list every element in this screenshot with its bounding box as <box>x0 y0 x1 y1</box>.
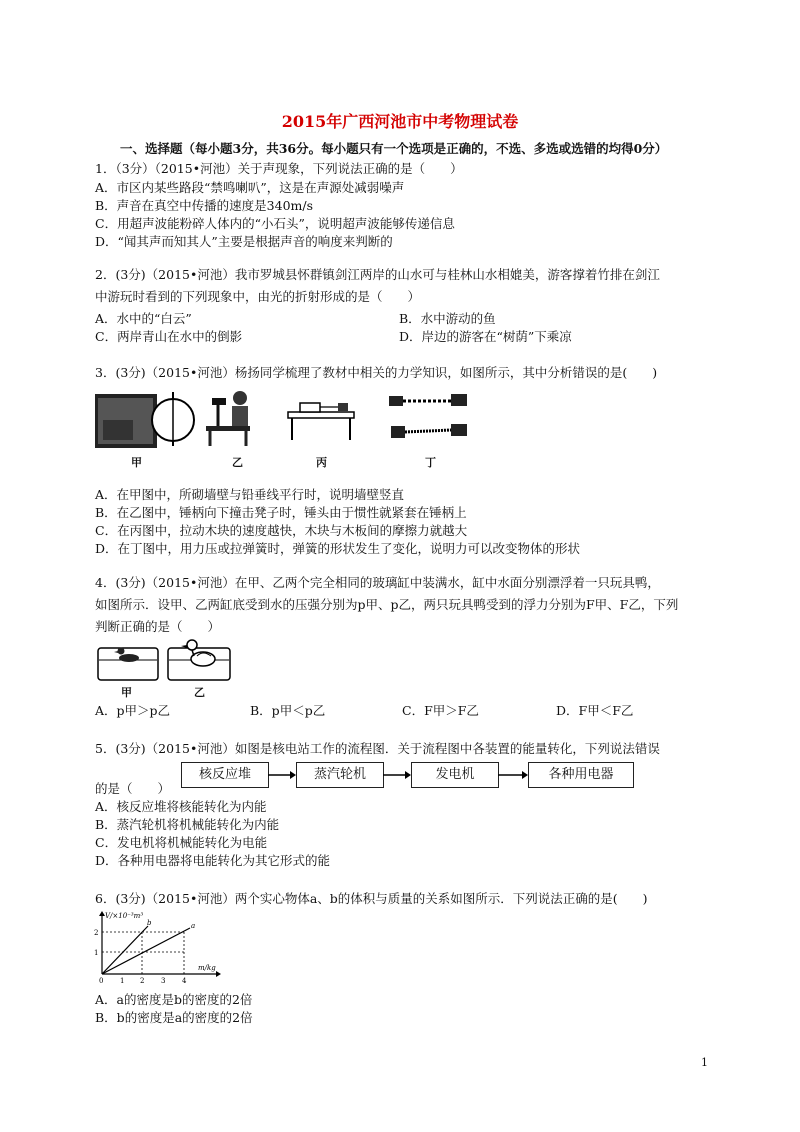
q4-option-d: D．F甲＜F乙 <box>556 703 634 718</box>
q1-option-d: D．“闻其声而知其人”主要是根据声音的响度来判断的 <box>95 234 393 249</box>
q3-option-a: A．在甲图中，所砌墙壁与铅垂线平行时，说明墙壁竖直 <box>95 487 405 502</box>
q5-stem-line1: 5．(3分)（2015•河池）如图是核电站工作的流程图．关于流程图中各装置的能量转化，下列说法错误 <box>95 741 660 756</box>
q3-figure-jia <box>95 392 195 454</box>
q4-option-c: C．F甲＞F乙 <box>402 703 479 718</box>
q2-stem-line1: 2．(3分)（2015•河池）我市罗城县怀群镇剑江两岸的山水可与桂林山水相媲美，游客撑着竹排在剑江 <box>95 267 660 282</box>
flow-arrow-icon <box>383 768 413 782</box>
q3-figure-bing <box>286 398 358 446</box>
q2-stem-line2: 中游玩时看到的下列现象中，由光的折射形成的是（ ） <box>95 289 421 304</box>
q1-option-b: B．声音在真空中传播的速度是340m/s <box>95 198 314 213</box>
q5-option-d: D．各种用电器将电能转化为其它形式的能 <box>95 853 331 868</box>
graph-xtick: 3 <box>161 977 166 985</box>
q1-option-c: C．用超声波能粉碎人体内的“小石头”，说明超声波能够传递信息 <box>95 216 455 231</box>
q1-option-a: A．市区内某些路段“禁鸣喇叭”，这是在声源处减弱噪声 <box>95 180 405 195</box>
graph-line-label: a <box>191 922 196 930</box>
graph-xtick: 1 <box>120 977 125 985</box>
q2-option-a: A．水中的“白云” <box>95 311 192 326</box>
q4-stem-line2: 如图所示．设甲、乙两缸底受到水的压强分别为p甲、p乙，两只玩具鸭受到的浮力分别为F甲、F乙，下列 <box>95 597 679 612</box>
flow-arrow-icon <box>268 768 298 782</box>
q6-option-b: B．b的密度是a的密度的2倍 <box>95 1010 253 1025</box>
q5-option-c: C．发电机将机械能转化为电能 <box>95 835 268 850</box>
q2-option-d: D．岸边的游客在“树荫”下乘凉 <box>399 329 572 344</box>
q2-option-c: C．两岸青山在水中的倒影 <box>95 329 243 344</box>
q3-caption-ding: 丁 <box>425 456 436 469</box>
graph-xtick: 0 <box>99 977 104 985</box>
q4-option-b: B．p甲＜p乙 <box>250 703 326 718</box>
q6-stem: 6．(3分)（2015•河池）两个实心物体a、b的体积与质量的关系如图所示．下列说法正确的是( ) <box>95 891 648 906</box>
q5-stem-line2: 的是（ ） <box>95 781 171 796</box>
q3-caption-yi: 乙 <box>232 456 243 469</box>
q4-caption-jia: 甲 <box>121 686 132 699</box>
q3-option-d: D．在丁图中，用力压或拉弹簧时，弹簧的形状发生了变化，说明力可以改变物体的形状 <box>95 541 581 556</box>
q3-caption-jia: 甲 <box>131 456 142 469</box>
graph-ytick: 1 <box>94 949 99 957</box>
q3-figure-yi <box>198 388 268 452</box>
flow-arrow-icon <box>498 768 530 782</box>
flow-box-turbine: 蒸汽轮机 <box>296 762 384 788</box>
section-heading: 一、选择题（每小题3分，共36分。每小题只有一个选项是正确的，不选、多选或选错的均得0分） <box>120 141 668 156</box>
q3-stem: 3．(3分)（2015•河池）杨扬同学梳理了教材中相关的力学知识，如图所示，其中分析错误的是( ) <box>95 365 658 380</box>
graph-ytick: 2 <box>94 929 99 937</box>
q3-option-b: B．在乙图中，锤柄向下撞击凳子时，锤头由于惯性就紧套在锤柄上 <box>95 505 467 520</box>
page-number: 1 <box>701 1056 708 1069</box>
flow-box-appliances: 各种用电器 <box>528 762 634 788</box>
q4-figure-tank-jia <box>97 642 161 688</box>
q4-option-a: A．p甲＞p乙 <box>95 703 171 718</box>
q4-caption-yi: 乙 <box>194 686 205 699</box>
q1-stem: 1．（3分）（2015•河池）关于声现象，下列说法正确的是（ ） <box>95 161 463 176</box>
graph-ylabel: V/×10⁻³m³ <box>105 912 144 920</box>
graph-xlabel: m/kg <box>198 964 216 972</box>
flow-box-reactor: 核反应堆 <box>181 762 269 788</box>
q5-option-b: B．蒸汽轮机将机械能转化为内能 <box>95 817 280 832</box>
graph-xtick: 2 <box>140 977 145 985</box>
q4-figure-tank-yi <box>167 636 233 688</box>
q3-figure-ding <box>387 390 471 452</box>
graph-line-label: b <box>147 919 152 927</box>
graph-xtick: 4 <box>182 977 187 985</box>
q6-option-a: A．a的密度是b的密度的2倍 <box>95 992 253 1007</box>
q5-option-a: A．核反应堆将核能转化为内能 <box>95 799 267 814</box>
q6-volume-mass-graph <box>90 910 230 990</box>
page-title: 2015年广西河池市中考物理试卷 <box>281 112 519 131</box>
q4-stem-line1: 4．(3分)（2015•河池）在甲、乙两个完全相同的玻璃缸中装满水，缸中水面分别漂浮着一只玩具鸭， <box>95 575 660 590</box>
q3-option-c: C．在丙图中，拉动木块的速度越快，木块与木板间的摩擦力就越大 <box>95 523 468 538</box>
flow-box-generator: 发电机 <box>411 762 499 788</box>
q3-caption-bing: 丙 <box>316 456 327 469</box>
q2-option-b: B．水中游动的鱼 <box>399 311 496 326</box>
q4-stem-line3: 判断正确的是（ ） <box>95 619 221 634</box>
